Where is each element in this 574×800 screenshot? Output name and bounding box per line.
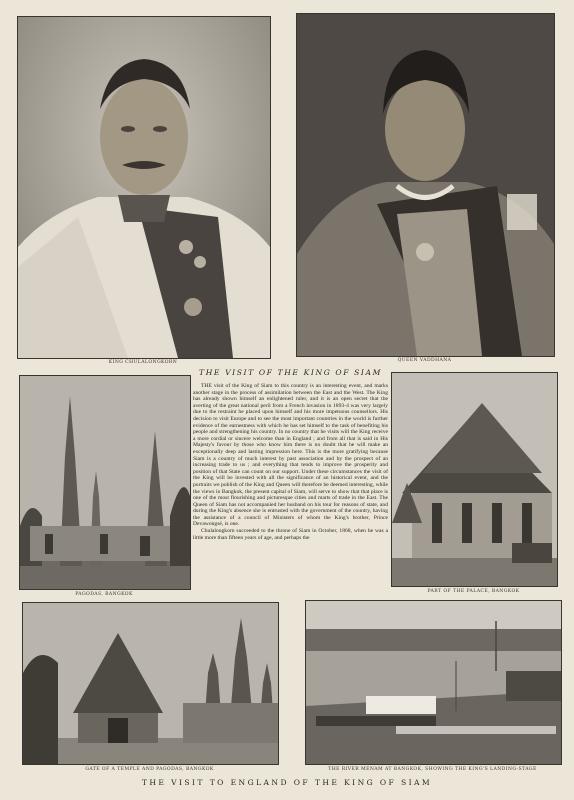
temple-gate-photo: [22, 602, 279, 765]
king-portrait-caption: KING CHULALONGKORN: [108, 360, 178, 365]
article-title: THE VISIT OF THE KING OF SIAM: [199, 368, 382, 377]
queen-portrait-photo: [296, 13, 555, 357]
pagodas-caption: PAGODAS, BANGKOK: [75, 592, 133, 597]
king-portrait-photo: [17, 16, 271, 359]
article-paragraph-1: THE visit of the King of Siam to this country is an interesting event, and marks another stage in the process of assimilation between the East and the West. The King has already shown himself an enlightened ruler, and it is an open secret that the averting of the great national peril from a French invasion in 1893-4 was very largely due to the restraint he placed upon himself and his more impetuous counsellors. His decision to visit Europe and to see the most important countries in the world is further evidence of the earnestness with which he has set himself to the task of benefiting his people and strengthening his country. In no country that he visits will the King receive a more cordial or sincere welcome than in England ; and from all that is said in His Majesty's favour by those who know him there is no doubt that he will make an exceptionally deep and lasting impression here. This is the more gratifying because Siam is a country of much interest by past association and by the prospect of an increasing trade to us ; and everything that tends to improve the prosperity and position of that State can count on our support. Under these circumstances the visit of the King will be invested with all the significance of an historical event, and the portraits we publish of the King and Queen will therefore be deemed interesting, while the views in Bangkok, the present capital of Siam, will serve to show that that place is one of the most flourishing and picturesque cities and marts of trade in the East. The Queen of Siam has not accompanied her husband on his tour for reasons of state, and during the King's absence she is entrusted with the government of the country, having the assistance of a council of Ministers of whom the King's brother, Prince Devawongsé, is one.: [193, 383, 388, 528]
palace-caption: PART OF THE PALACE, BANGKOK: [427, 589, 520, 594]
queen-portrait-caption: QUEEN VADDHANA: [397, 358, 452, 363]
article-paragraph-2: Chulalongkorn succeeded to the throne of Siam in October, 1868, when he was a little more than fifteen years of age, and perhaps the: [193, 528, 388, 541]
river-caption: THE RIVER MENAM AT BANGKOK, SHOWING THE KING'S LANDING-STAGE: [328, 767, 537, 772]
pagodas-photo: [19, 375, 191, 590]
temple-gate-caption: GATE OF A TEMPLE AND PAGODAS, BANGKOK: [85, 767, 214, 772]
palace-photo: [391, 372, 558, 587]
page-title: THE VISIT TO ENGLAND OF THE KING OF SIAM: [141, 778, 433, 787]
river-photo: [305, 600, 562, 765]
article: [193, 365, 388, 595]
